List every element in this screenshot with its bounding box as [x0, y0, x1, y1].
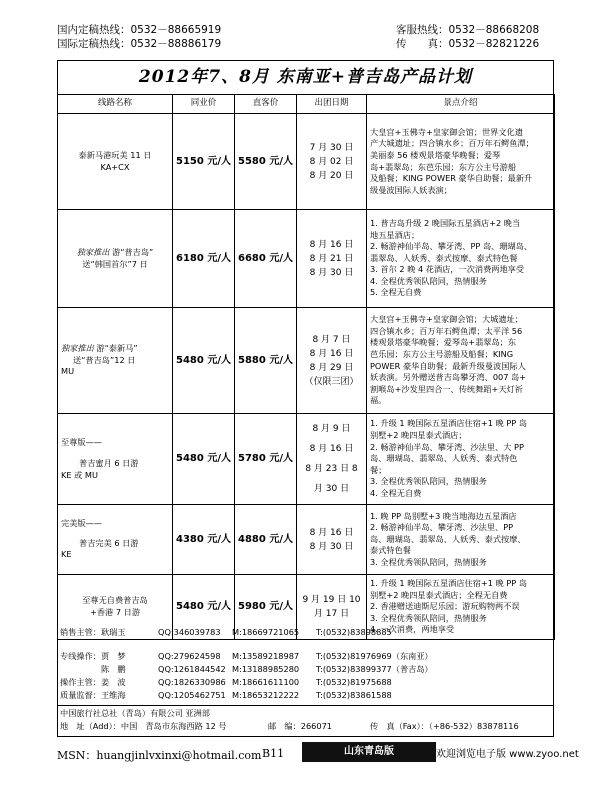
staff-role: 陈 鹏: [60, 664, 126, 674]
route-intro: 1. 升级 1 晚国际五星酒店住宿+1 晚 PP 岛 别墅+2 晚四星泰式酒店；全程无自费 2. 香港赠送迪斯尼乐园；游玩购物两不误 3. 全程优秀领队陪同，热情服务 4. 一次消费，两地享受: [367, 575, 555, 640]
staff-tel: T:(0532)83861588: [316, 690, 392, 700]
staff-tel: T:(0532)81976969（东南亚）: [316, 651, 433, 661]
staff-tel: T:(0532)83898885: [316, 627, 392, 637]
company-address: 地 址（Add）：中国 青岛市东海西路 12 号: [60, 721, 227, 731]
peer-price: 4380 元/人: [173, 505, 235, 575]
staff-tel: T:(0532)83899377（普吉岛）: [316, 664, 433, 674]
departure-dates: 9 月 19 日 10 月 17 日: [297, 575, 367, 640]
international-hotline: 国际定稿热线：0532－88886179: [57, 38, 222, 50]
route-name: 完美版—— 普吉完美 6 日游 KE: [58, 505, 173, 575]
staff-mobile: M:18661611100: [232, 677, 300, 687]
peer-price: 5480 元/人: [173, 308, 235, 414]
fax-line: 传 真：0532－82821226: [396, 38, 540, 50]
direct-price: 5780 元/人: [235, 414, 297, 505]
table-row: [58, 505, 555, 575]
direct-price: 5580 元/人: [235, 114, 297, 210]
departure-dates: 8 月 9 日 8 月 16 日 8 月 23 日 8 月 30 日: [297, 414, 367, 505]
staff-mobile: M:18669721065: [232, 627, 300, 637]
table-row: [58, 308, 555, 414]
departure-dates: 8 月 7 日 8 月 16 日 8 月 29 日 （仅限三团）: [297, 308, 367, 414]
table-header: [58, 95, 555, 114]
col-intro: 景点介绍: [367, 95, 555, 114]
divider: [57, 705, 554, 706]
direct-price: 5880 元/人: [235, 308, 297, 414]
staff-qq: QQ:1205462751: [158, 690, 226, 700]
staff-role: 操作主管：姜 波: [60, 677, 126, 687]
direct-price: 5980 元/人: [235, 575, 297, 640]
company-name: 中国旅行社总社（青岛）有限公司 亚洲部: [60, 708, 210, 718]
route-intro: 1. 晚 PP 岛别墅+3 晚当地海边五星酒店 2. 畅游神仙半岛、攀牙湾、沙法里、PP 岛、珊瑚岛、翡翠岛、人妖秀、泰式按摩、 泰式特色餐 3. 全程优秀领队陪同，热情服务: [367, 505, 555, 575]
staff-mobile: M:18653212222: [232, 690, 300, 700]
page-number: B11: [262, 747, 285, 760]
route-name: 独家推出 游“普吉岛” 送“韩国首尔”7 日: [58, 210, 173, 308]
table-row: [58, 114, 555, 210]
departure-dates: 8 月 16 日 8 月 21 日 8 月 30 日: [297, 210, 367, 308]
route-intro: 大皇宫+玉佛寺+皇家御会馆；大城遗址； 四合镇水乡；百万年石鳄鱼潭；太平洋 56 楼观景塔豪华晚餐；爱琴岛+翡翠岛；东 芭乐园；东方公主号游船及船餐；KING POWER 豪华自助餐；最新升级曼波国际人 妖表演。另外赠送普吉岛攀牙湾、007 岛+ 割喉岛+沙发里四合一、传统舞蹈+天灯祈 福。: [367, 308, 555, 414]
table-row: [58, 575, 555, 640]
peer-price: 5480 元/人: [173, 414, 235, 505]
route-name: 泰新马港玩美 11 日 KA+CX: [58, 114, 173, 210]
table-row: [58, 414, 555, 505]
company-fax: 传 真（Fax）：（+86-532）83878116: [370, 721, 519, 731]
route-name: 至尊版—— 普吉蜜月 6 日游 KE 或 MU: [58, 414, 173, 505]
staff-mobile: M:13188985280: [232, 664, 300, 674]
route-intro: 1. 普吉岛升级 2 晚国际五星酒店+2 晚当 地五星酒店； 2. 畅游神仙半岛、攀牙湾、PP 岛、珊瑚岛、 翡翠岛、人妖秀、泰式按摩、泰式特色餐 3. 首尔 2 晚 4 花酒店，一次消费两地享受 4. 全程优秀领队陪同，热情服务 5. 全程无自费: [367, 210, 555, 308]
direct-price: 6680 元/人: [235, 210, 297, 308]
staff-role: 质量监督：王维海: [60, 690, 126, 700]
col-route: 线路名称: [58, 95, 173, 114]
staff-tel: T:(0532)81975688: [316, 677, 392, 687]
service-hotline: 客服热线：0532－88668208: [396, 24, 540, 36]
staff-role: 专线操作：贾 梦: [60, 651, 126, 661]
col-peer-price: 同业价: [173, 95, 235, 114]
edition-badge: 山东青岛版: [302, 742, 436, 762]
col-direct-price: 直客价: [235, 95, 297, 114]
direct-price: 4880 元/人: [235, 505, 297, 575]
peer-price: 5480 元/人: [173, 575, 235, 640]
route-name: 独家推出 游“泰新马” 送“普吉岛”12 日 MU: [58, 308, 173, 414]
product-table: [57, 94, 555, 640]
footer-welcome: 欢迎浏览电子版 www.zyoo.net: [436, 749, 579, 760]
peer-price: 5150 元/人: [173, 114, 235, 210]
col-dates: 出团日期: [297, 95, 367, 114]
departure-dates: 8 月 16 日 8 月 30 日: [297, 505, 367, 575]
staff-qq: QQ:1261844542: [158, 664, 226, 674]
staff-qq: QQ:279624598: [158, 651, 221, 661]
staff-qq: QQ:1826330986: [158, 677, 226, 687]
table-row: [58, 210, 555, 308]
staff-role: 销售主管：耿瑞玉: [60, 627, 126, 637]
company-postcode: 邮 编：266071: [268, 721, 333, 731]
peer-price: 6180 元/人: [173, 210, 235, 308]
departure-dates: 7 月 30 日 8 月 02 日 8 月 20 日: [297, 114, 367, 210]
route-intro: 大皇宫+玉佛寺+皇家御会馆；世界文化遗 产大城遗址；四合镇水乡；百万年石鳄鱼潭； 美丽泰 56 楼观景塔豪华晚餐；爱琴 岛+翡翠岛；东芭乐园；东方公主号游船 及船餐；KING POWER 豪华自助餐；最新升 级曼波国际人妖表演；: [367, 114, 555, 210]
staff-mobile: M:13589218987: [232, 651, 300, 661]
staff-qq: QQ:346039783: [158, 627, 221, 637]
page-title: 2012年7、8月 东南亚+普吉岛产品计划: [138, 67, 473, 87]
footer-msn: MSN：huangjinlvxinxi@hotmail.com: [57, 749, 262, 762]
route-intro: 1. 升级 1 晚国际五星酒店住宿+1 晚 PP 岛 别墅+2 晚四星泰式酒店； 2. 畅游神仙半岛、攀牙湾、沙法里、大 PP 岛、珊瑚岛、翡翠岛、人妖秀、泰式特色 餐； 3. 全程优秀领队陪同，热情服务 4. 全程无自费: [367, 414, 555, 505]
domestic-hotline: 国内定稿热线：0532－88665919: [57, 24, 222, 36]
route-name: 至尊无自费普吉岛 +香港 7 日游: [58, 575, 173, 640]
